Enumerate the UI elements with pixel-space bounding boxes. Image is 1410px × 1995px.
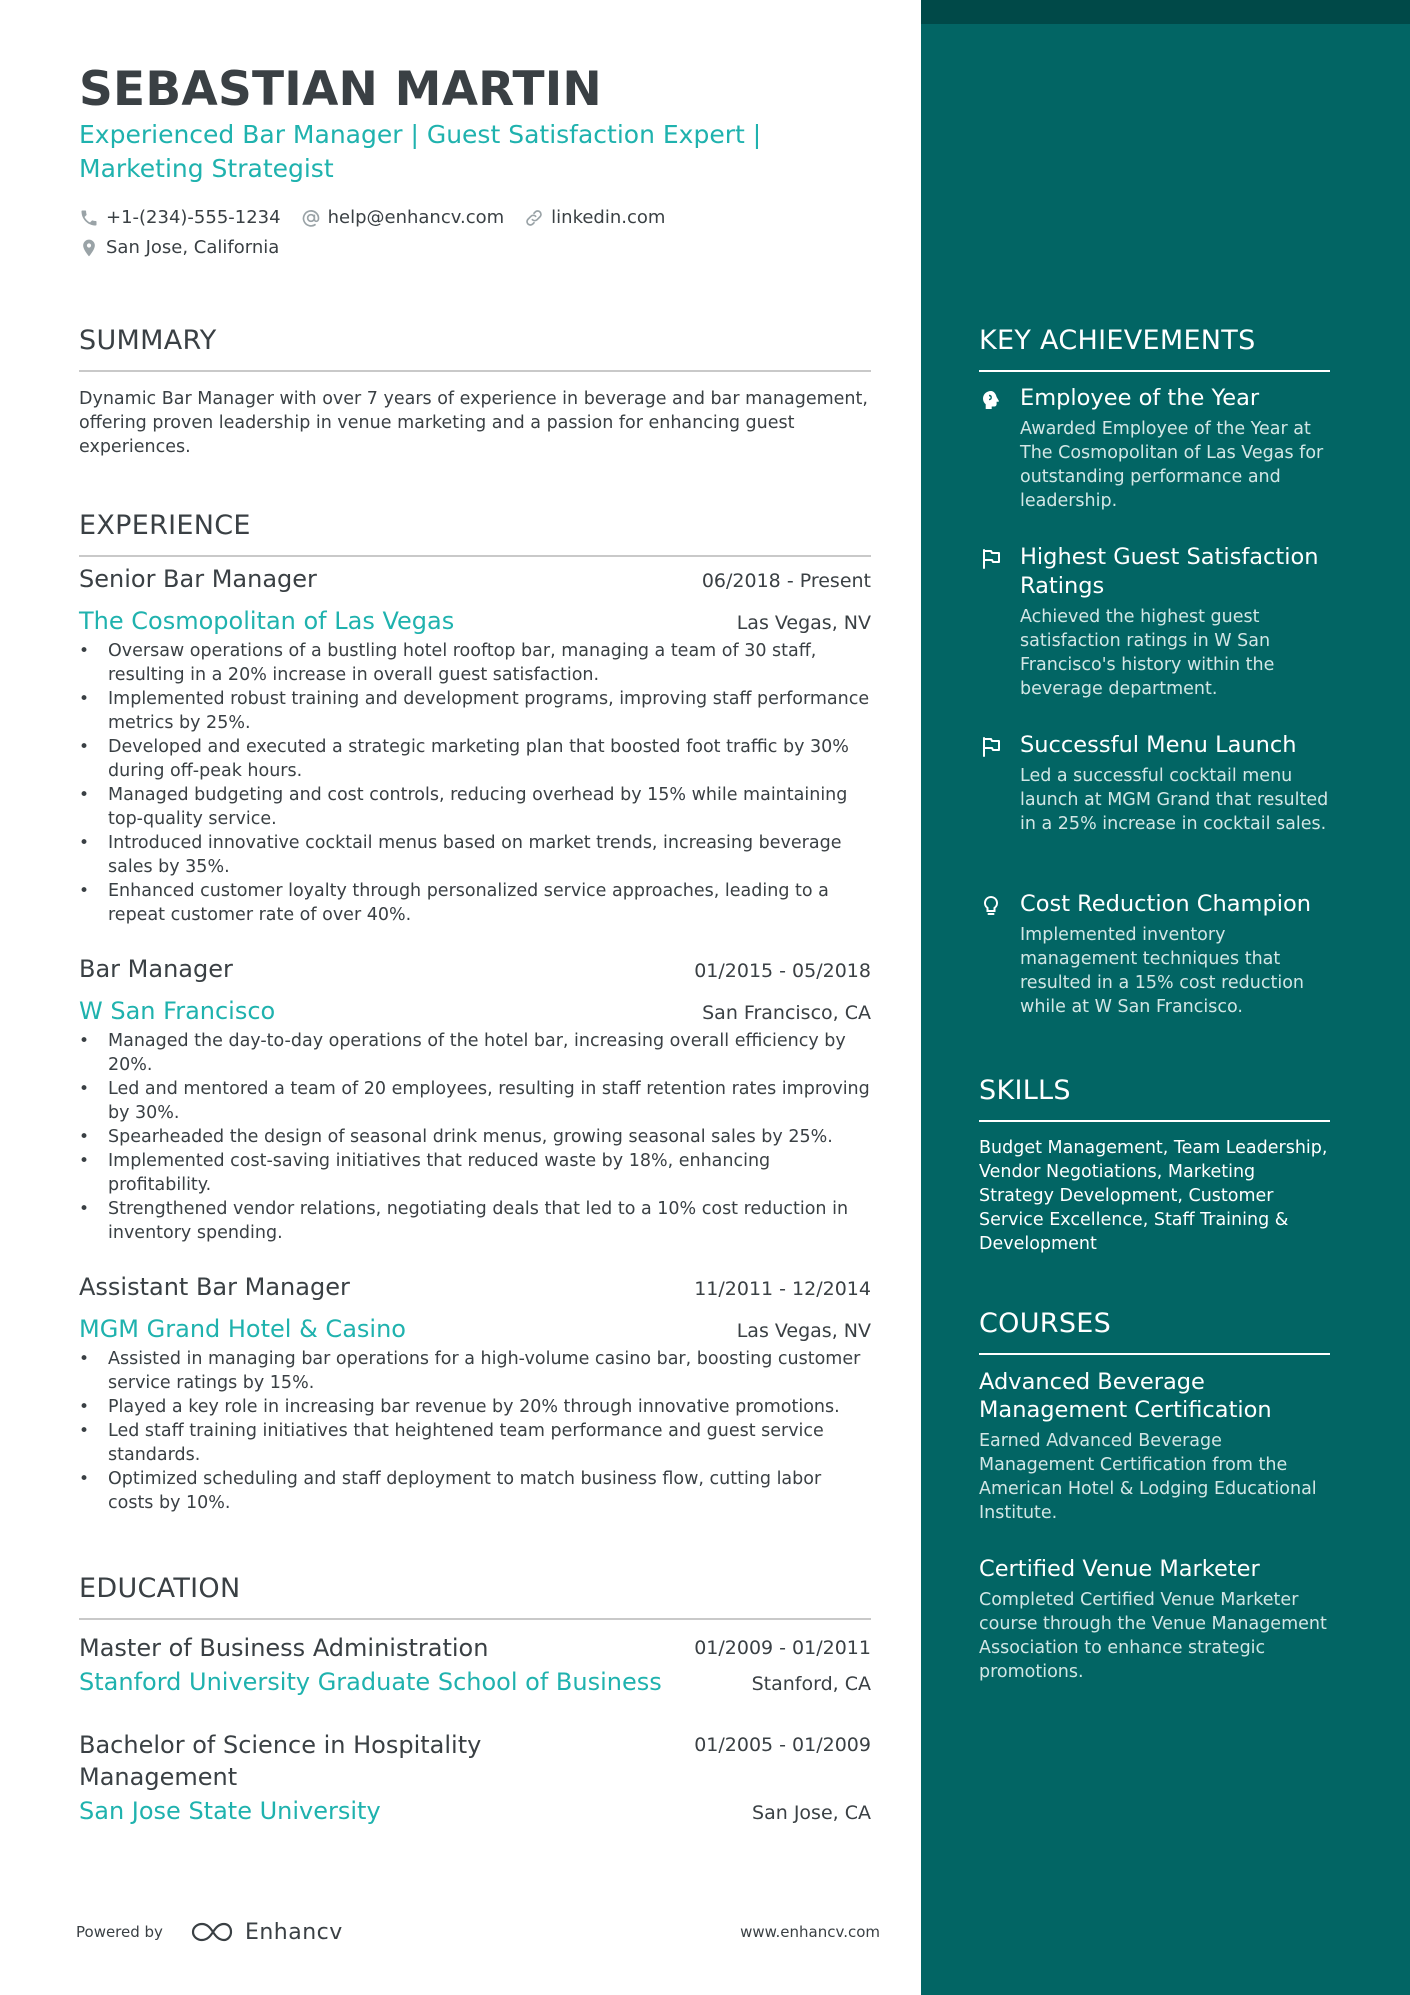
- courses-divider: [979, 1353, 1330, 1355]
- brand-name: Enhancv: [244, 1919, 343, 1945]
- headline: [79, 118, 839, 186]
- link-icon: [524, 208, 544, 228]
- job-bullet: • Led staff training initiatives that heightened team performance and guest service standards.: [79, 1419, 871, 1467]
- job-title: Senior Bar Manager: [79, 565, 317, 593]
- achievement-desc: Awarded Employee of the Year at The Cosmopolitan of Las Vegas for outstanding performance and leadership.: [1020, 419, 1324, 511]
- at-icon: [301, 208, 321, 228]
- job-location: Las Vegas, NV: [736, 612, 871, 634]
- course-desc: Earned Advanced Beverage Management Certification from the American Hotel & Lodging Educational Institute.: [979, 1431, 1317, 1523]
- email-text: help@enhancv.com: [327, 207, 505, 228]
- headline-line-2: Marketing Strategist: [79, 154, 334, 183]
- enhancv-logo[interactable]: [189, 1919, 343, 1945]
- education-degree: Bachelor of Science in Hospitality Management: [79, 1731, 482, 1791]
- job-dates: 01/2015 - 05/2018: [694, 960, 871, 982]
- course-item: [979, 1368, 1330, 1525]
- job-bullet: • Optimized scheduling and staff deployment to match business flow, cutting labor costs by 10%.: [79, 1467, 871, 1515]
- phone-icon: [79, 208, 99, 228]
- job-bullet: • Developed and executed a strategic marketing plan that boosted foot traffic by 30% during off-peak hours.: [79, 735, 871, 783]
- job-bullet: • Oversaw operations of a bustling hotel rooftop bar, managing a team of 30 staff, resulting in a 20% increase in overall guest satisfaction.: [79, 639, 871, 687]
- job-bullet: • Implemented cost-saving initiatives that reduced waste by 18%, enhancing profitability.: [79, 1149, 871, 1197]
- footer: [76, 1912, 880, 1952]
- job-location: Las Vegas, NV: [736, 1320, 871, 1342]
- flag-icon: [979, 735, 1003, 759]
- achievement-desc: Implemented inventory management techniques that resulted in a 15% cost reduction while at W San Francisco.: [1020, 925, 1304, 1017]
- contact-linkedin[interactable]: [524, 207, 665, 228]
- sidebar-top-band: [921, 0, 1410, 24]
- education-location: San Jose, CA: [752, 1802, 871, 1824]
- phone-text: +1-(234)-555-1234: [106, 207, 281, 228]
- lightbulb-icon: [979, 894, 1003, 918]
- job-bullet: • Implemented robust training and development programs, improving staff performance metrics by 25%.: [79, 687, 871, 735]
- course-title: Advanced Beverage Management Certification: [979, 1369, 1272, 1423]
- achievement-desc: Led a successful cocktail menu launch at MGM Grand that resulted in a 25% increase in cocktail sales.: [1020, 766, 1329, 834]
- education-location: Stanford, CA: [751, 1673, 871, 1695]
- job-company: MGM Grand Hotel & Casino: [79, 1315, 406, 1343]
- job-bullet: • Introduced innovative cocktail menus based on market trends, increasing beverage sales by 35%.: [79, 831, 871, 879]
- job-entry: [79, 565, 871, 927]
- achievement-desc: Achieved the highest guest satisfaction ratings in W San Francisco's history within the beverage department.: [1020, 607, 1275, 699]
- achievement-item: [979, 731, 1330, 836]
- education-dates: 01/2005 - 01/2009: [694, 1734, 871, 1756]
- job-bullets: [79, 1347, 871, 1515]
- course-desc: Completed Certified Venue Marketer course through the Venue Management Association to enhance strategic promotions.: [979, 1590, 1327, 1682]
- skills-list: Budget Management, Team Leadership, Vendor Negotiations, Marketing Strategy Development, Customer Service Excellence, Staff Training & Development: [979, 1138, 1328, 1254]
- job-company: W San Francisco: [79, 997, 276, 1025]
- achievement-title: Cost Reduction Champion: [1020, 891, 1312, 917]
- experience-divider: [79, 555, 871, 557]
- job-bullet: • Spearheaded the design of seasonal drink menus, growing seasonal sales by 25%.: [79, 1125, 871, 1149]
- course-item: [979, 1555, 1330, 1684]
- powered-by: [76, 1919, 343, 1945]
- experience-heading: EXPERIENCE: [79, 510, 251, 541]
- achievement-title: Highest Guest Satisfaction Ratings: [1020, 544, 1319, 599]
- candidate-name: SEBASTIAN MARTIN: [79, 62, 602, 117]
- skills-heading: SKILLS: [979, 1075, 1071, 1106]
- job-title: Bar Manager: [79, 955, 233, 983]
- achievement-item: [979, 384, 1330, 513]
- infinity-logo-icon: [189, 1919, 235, 1945]
- job-bullets: [79, 1029, 871, 1245]
- job-bullet: • Played a key role in increasing bar revenue by 20% through innovative promotions.: [79, 1395, 871, 1419]
- location-text: San Jose, California: [106, 237, 280, 258]
- achievement-title: Successful Menu Launch: [1020, 732, 1297, 758]
- job-title: Assistant Bar Manager: [79, 1273, 350, 1301]
- contact-phone[interactable]: [79, 207, 281, 228]
- job-bullet: • Managed budgeting and cost controls, reducing overhead by 15% while maintaining top-quality service.: [79, 783, 871, 831]
- summary-divider: [79, 370, 871, 372]
- job-entry: [79, 1273, 871, 1515]
- education-degree: Master of Business Administration: [79, 1634, 489, 1662]
- education-heading: EDUCATION: [79, 1573, 241, 1604]
- website-link[interactable]: www.enhancv.com: [740, 1923, 880, 1941]
- courses-heading: COURSES: [979, 1308, 1112, 1339]
- achievements-divider: [979, 370, 1330, 372]
- job-bullet: • Strengthened vendor relations, negotiating deals that led to a 10% cost reduction in inventory spending.: [79, 1197, 871, 1245]
- education-dates: 01/2009 - 01/2011: [694, 1637, 871, 1659]
- job-location: San Francisco, CA: [702, 1002, 871, 1024]
- linkedin-text: linkedin.com: [551, 207, 666, 228]
- summary-heading: SUMMARY: [79, 325, 217, 356]
- location-pin-icon: [79, 238, 99, 258]
- skills-divider: [979, 1120, 1330, 1122]
- headline-line-1: Experienced Bar Manager | Guest Satisfaction Expert |: [79, 120, 762, 149]
- education-school: Stanford University Graduate School of Business: [79, 1668, 662, 1696]
- contact-row-1: [79, 207, 685, 228]
- job-bullet: • Enhanced customer loyalty through personalized service approaches, leading to a repeat customer rate of over 40%.: [79, 879, 871, 927]
- summary-text: Dynamic Bar Manager with over 7 years of experience in beverage and bar management, offering proven leadership in venue marketing and a passion for enhancing guest experiences.: [79, 389, 868, 457]
- job-dates: 06/2018 - Present: [701, 570, 871, 592]
- job-dates: 11/2011 - 12/2014: [694, 1278, 871, 1300]
- contact-email[interactable]: [301, 207, 505, 228]
- job-bullet: • Assisted in managing bar operations for a high-volume casino bar, boosting customer service ratings by 15%.: [79, 1347, 871, 1395]
- job-bullet: • Managed the day-to-day operations of the hotel bar, increasing overall efficiency by 20%.: [79, 1029, 871, 1077]
- job-bullet: • Led and mentored a team of 20 employees, resulting in staff retention rates improving by 30%.: [79, 1077, 871, 1125]
- job-company: The Cosmopolitan of Las Vegas: [79, 607, 455, 635]
- achievement-item: [979, 890, 1330, 1019]
- achievements-heading: KEY ACHIEVEMENTS: [979, 325, 1256, 356]
- job-entry: [79, 955, 871, 1245]
- education-entry: [79, 1729, 871, 1825]
- job-bullets: [79, 639, 871, 927]
- education-divider: [79, 1618, 871, 1620]
- powered-by-label: Powered by: [76, 1923, 163, 1941]
- education-school: San Jose State University: [79, 1797, 381, 1825]
- flag-icon: [979, 547, 1003, 571]
- course-title: Certified Venue Marketer: [979, 1556, 1260, 1582]
- brain-icon: [979, 388, 1003, 412]
- education-entry: [79, 1632, 871, 1696]
- achievement-title: Employee of the Year: [1020, 385, 1260, 411]
- contact-row-2: [79, 237, 299, 258]
- achievement-item: [979, 543, 1330, 701]
- contact-location: [79, 237, 279, 258]
